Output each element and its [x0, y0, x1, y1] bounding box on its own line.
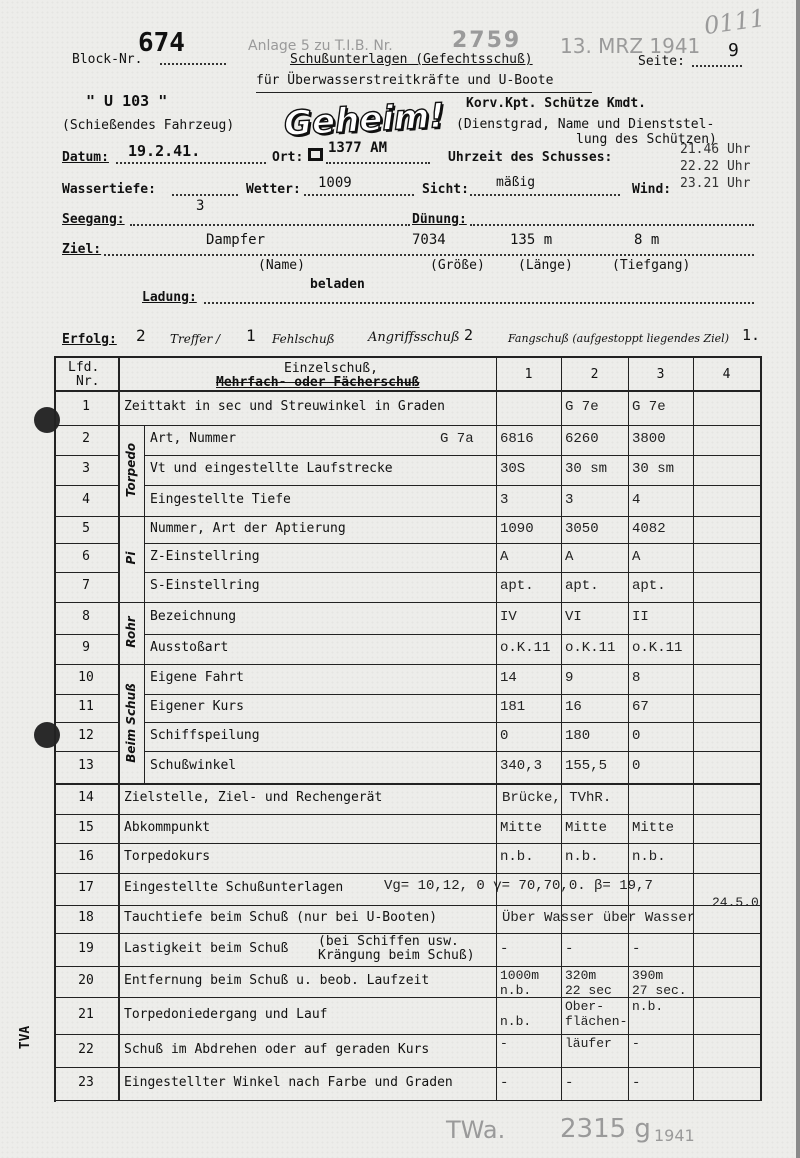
ziel-groesse: 7034 — [412, 232, 446, 248]
table-cell-wide: Brücke, TVhR. — [502, 789, 612, 806]
table-rule — [144, 722, 760, 723]
table-rule — [54, 572, 118, 573]
table-rule — [54, 873, 760, 874]
table-cell: 30S — [500, 461, 526, 477]
table-cell: - — [500, 1074, 509, 1091]
table-cell: 1000m — [500, 968, 540, 983]
table-rule — [54, 997, 118, 998]
table-rule — [54, 843, 118, 844]
angriff-label: Angriffsschuß — [368, 330, 460, 345]
table-rule — [54, 543, 118, 544]
caption-groesse: (Größe) — [430, 258, 485, 273]
row-label: Torpedoniedergang und Lauf — [124, 1006, 328, 1022]
table-rule — [144, 664, 760, 665]
corner-handwriting: 0111 — [702, 3, 767, 41]
row-number: 16 — [78, 849, 94, 864]
table-cell: 0 — [632, 727, 641, 744]
row-number: 2 — [82, 431, 90, 446]
table-cell: n.b. — [632, 849, 666, 865]
row-number: 9 — [82, 640, 90, 655]
caption-laenge: (Länge) — [518, 258, 573, 273]
table-rule — [54, 602, 118, 603]
table-cell: 340,3 — [500, 758, 543, 774]
stamp-date: 13. MRZ 1941 — [560, 34, 701, 58]
table-cell: apt. — [632, 578, 666, 594]
row-number: 7 — [82, 578, 90, 593]
block-label: Block-Nr. — [72, 52, 143, 67]
table-cell: 67 — [632, 699, 649, 715]
table-cell: 30 sm — [632, 461, 675, 477]
table-rule — [54, 1034, 118, 1035]
wassertiefe-label: Wassertiefe: — [62, 182, 156, 197]
ladung-value: beladen — [310, 277, 365, 292]
row-number: 6 — [82, 548, 90, 564]
wetter-label: Wetter: — [246, 182, 301, 197]
table-cell: G 7e — [632, 398, 666, 415]
fang-label: Fangschuß (aufgestoppt liegendes Ziel) — [508, 332, 729, 345]
table-cell: flächen- — [565, 1014, 628, 1029]
fehl-count: 1 — [246, 326, 256, 345]
datum-label: Datum: — [62, 150, 109, 165]
shooter-name: Korv.Kpt. Schütze Kmdt. — [466, 96, 647, 111]
table-rule — [54, 1067, 118, 1068]
shooter-caption-2: lung des Schützen) — [576, 132, 717, 147]
table-rule — [496, 356, 497, 1100]
seite-number: 9 — [728, 40, 739, 61]
table-cell: A — [632, 548, 641, 565]
row-label: Vt und eingestellte Laufstrecke — [150, 461, 393, 476]
table-rule — [144, 572, 760, 573]
table-cell: o.K.11 — [565, 640, 616, 656]
sicht-value: mäßig — [496, 175, 536, 190]
row-label: Eingestellte Tiefe — [150, 491, 291, 507]
row-label: Lastigkeit beim Schuß — [124, 940, 289, 956]
header-lfd: Lfd. — [68, 360, 100, 375]
table-cell: 320m — [565, 968, 597, 983]
side-mark: TVA — [18, 1025, 34, 1050]
header-mehrfach: Mehrfach- oder Fächerschuß — [216, 375, 420, 390]
table-cell: 30 sm — [565, 461, 608, 477]
treffer-label: Treffer / — [170, 332, 221, 346]
group-label-torpedo: Torpedo — [124, 442, 138, 497]
table-rule — [54, 455, 118, 456]
table-rule — [54, 425, 118, 426]
table-rule — [144, 694, 760, 695]
column-header-4: 4 — [722, 367, 731, 382]
row-number: 1 — [82, 398, 90, 414]
table-cell: 3 — [565, 491, 574, 508]
table-rule — [628, 356, 629, 1100]
table-cell: VI — [565, 609, 582, 625]
row-number: 14 — [78, 789, 94, 805]
table-rule — [54, 905, 760, 906]
erfolg-label: Erfolg: — [62, 332, 117, 347]
row-number: 3 — [82, 461, 90, 476]
angriff-count: 2 — [464, 326, 474, 344]
caption-tiefgang: (Tiefgang) — [612, 258, 691, 273]
sicht-label: Sicht: — [422, 182, 469, 197]
table-rule — [54, 905, 118, 906]
table-rule — [54, 966, 760, 967]
fehl-label: Fehlschuß — [272, 332, 335, 346]
table-cell: - — [500, 940, 509, 957]
table-cell: - — [632, 1074, 641, 1091]
twa-year: 1941 — [654, 1126, 695, 1145]
header-nr: Nr. — [76, 374, 100, 389]
table-cell: 0 — [500, 727, 509, 744]
row-number: 22 — [78, 1041, 94, 1057]
table-cell: 181 — [500, 699, 526, 715]
table-rule — [54, 722, 118, 723]
ziel-tiefgang: 8 m — [634, 232, 660, 248]
row-label: Zielstelle, Ziel- und Rechengerät — [124, 789, 383, 805]
twa-stamp: TWa. — [446, 1116, 506, 1144]
row-number: 15 — [78, 819, 94, 835]
row-label: Torpedokurs — [124, 849, 211, 864]
table-cell: 14 — [500, 670, 517, 686]
table-rule — [118, 664, 144, 665]
table-rule — [54, 1034, 760, 1035]
block-number: 674 — [138, 28, 185, 58]
geheim-stamp: Geheim! — [283, 95, 446, 145]
row-label: Schußwinkel — [150, 758, 237, 773]
treffer-count: 2 — [136, 326, 146, 345]
wetter-value: 1009 — [318, 175, 352, 191]
table-cell: o.K.11 — [632, 640, 683, 656]
table-rule — [54, 843, 760, 844]
table-cell: 16 — [565, 699, 582, 715]
table-cell: Mitte — [500, 819, 543, 836]
table-cell: 4 — [632, 491, 641, 508]
table-cell: 3 — [500, 491, 509, 508]
table-rule — [54, 664, 118, 665]
row-number: 18 — [78, 910, 94, 925]
fang-count: 1. — [742, 326, 761, 344]
table-rule — [54, 485, 118, 486]
row-number: 10 — [78, 670, 94, 685]
row-label: Schiffspeilung — [150, 727, 260, 743]
table-cell: n.b. — [500, 1014, 532, 1029]
table-cell: A — [500, 548, 509, 565]
group-label-pi: Pi — [124, 551, 138, 565]
table-rule — [144, 455, 760, 456]
table-cell: - — [565, 1074, 574, 1091]
table-cell: 4082 — [632, 520, 666, 537]
row-label: Eigene Fahrt — [150, 670, 244, 685]
table-cell: apt. — [500, 578, 534, 594]
row-label-note: (bei Schiffen usw. — [318, 934, 459, 949]
row-number: 8 — [82, 609, 90, 624]
table-rule — [561, 356, 562, 1100]
ladung-label: Ladung: — [142, 290, 197, 305]
table-cell: 390m — [632, 968, 664, 983]
table-cell: A — [565, 548, 574, 565]
row-number: 4 — [82, 491, 90, 507]
table-cell: - — [500, 1036, 508, 1051]
table-rule — [54, 634, 118, 635]
row-number: 13 — [78, 758, 94, 773]
row-label: Art, Nummer — [150, 431, 237, 446]
table-rule — [54, 814, 760, 815]
table-cell: 9 — [565, 670, 574, 686]
table-cell: 1090 — [500, 520, 534, 537]
row-number: 19 — [78, 940, 94, 956]
table-rule — [144, 634, 760, 635]
table-cell: 0 — [632, 758, 641, 774]
wind-label: Wind: — [632, 182, 672, 197]
table-rule — [144, 751, 760, 752]
column-header-1: 1 — [524, 367, 533, 382]
table-cell-wide: Über Wasser über Wasser — [502, 910, 696, 926]
table-cell: n.b. — [500, 983, 532, 998]
table-cell: 22 sec — [565, 983, 612, 998]
form-title: Schußunterlagen (Gefechtsschuß) — [290, 52, 533, 67]
row-label: Eigener Kurs — [150, 699, 244, 714]
table-cell: 27 sec. — [632, 983, 687, 998]
caption-name: (Name) — [258, 258, 305, 273]
table-cell: G 7e — [565, 398, 599, 415]
row-label: Schuß im Abdrehen oder auf geraden Kurs — [124, 1041, 430, 1057]
row-label: Entfernung beim Schuß u. beob. Laufzeit — [124, 972, 430, 988]
row-extra: 24.5.0 — [712, 895, 759, 910]
row-extra: G 7a — [440, 431, 474, 447]
group-label-beim: Beim Schuß — [124, 682, 138, 763]
table-cell: apt. — [565, 578, 599, 594]
table-rule — [144, 602, 760, 603]
row-label: Eingestellter Winkel nach Farbe und Graden — [124, 1074, 453, 1090]
table-rule — [118, 425, 144, 426]
table-cell: Ober- — [565, 999, 605, 1014]
table-rule — [54, 751, 118, 752]
column-header-3: 3 — [656, 367, 665, 382]
group-label-rohr: Rohr — [124, 616, 138, 648]
table-rule — [54, 356, 760, 358]
table-rule — [118, 356, 120, 1100]
table-cell: Mitte — [565, 819, 608, 836]
ziel-label: Ziel: — [62, 242, 102, 257]
table-cell: 6260 — [565, 431, 599, 447]
ziel-name: Dampfer — [206, 232, 266, 248]
table-cell: Mitte — [632, 819, 675, 836]
table-cell: n.b. — [632, 999, 664, 1014]
anlage-stamp: Anlage 5 zu T.I.B. Nr. — [248, 38, 393, 54]
table-cell: 3050 — [565, 520, 599, 537]
row-number: 5 — [82, 520, 90, 536]
duenung-label: Dünung: — [412, 212, 467, 227]
table-rule — [54, 1100, 762, 1101]
stamp-number: 2759 — [452, 28, 522, 53]
row-label: Abkommpunkt — [124, 819, 211, 835]
row-label: Bezeichnung — [150, 609, 237, 624]
row-label: S-Einstellring — [150, 578, 260, 593]
table-cell: - — [632, 940, 641, 957]
table-cell: läufer — [565, 1036, 612, 1051]
table-cell: 6816 — [500, 431, 534, 447]
shooter-caption: (Dienstgrad, Name und Dienststel- — [456, 117, 715, 132]
table-rule — [54, 966, 118, 967]
square-grid-icon — [308, 148, 323, 161]
table-cell: IV — [500, 609, 517, 625]
uhrzeit-1: 21.46 Uhr — [680, 142, 751, 157]
table-cell: 8 — [632, 670, 641, 686]
table-rule — [144, 425, 760, 426]
table-rule — [54, 1067, 760, 1068]
row-label: Tauchtiefe beim Schuß (nur bei U-Booten) — [124, 910, 438, 925]
table-cell: o.K.11 — [500, 640, 551, 656]
ziel-laenge: 135 m — [510, 232, 553, 248]
table-cell: - — [632, 1036, 640, 1051]
row-number: 17 — [78, 880, 94, 895]
seegang-value: 3 — [196, 198, 205, 214]
row-number: 11 — [78, 699, 94, 714]
table-cell: II — [632, 609, 649, 625]
table-cell: n.b. — [565, 849, 599, 865]
form-subtitle: für Überwasserstreitkräfte und U-Boote — [256, 73, 554, 88]
seite-label: Seite: — [638, 54, 685, 69]
row-label: Zeittakt in sec und Streuwinkel in Graden — [124, 398, 445, 414]
table-cell: 155,5 — [565, 758, 608, 774]
row-label: Z-Einstellring — [150, 548, 260, 564]
vessel-name: " U 103 " — [86, 92, 168, 110]
table-rule — [144, 543, 760, 544]
row-number: 12 — [78, 727, 94, 743]
table-rule — [760, 356, 762, 1100]
table-rule — [54, 694, 118, 695]
vessel-caption: (Schießendes Fahrzeug) — [62, 118, 235, 133]
table-rule — [54, 390, 760, 392]
uhrzeit-3: 23.21 Uhr — [680, 176, 751, 191]
table-rule — [54, 814, 118, 815]
row-label: Ausstoßart — [150, 640, 229, 655]
table-rule — [54, 933, 118, 934]
row-number: 21 — [78, 1006, 94, 1022]
twa-number: 2315 g — [560, 1114, 651, 1144]
ort-label: Ort: — [272, 150, 304, 165]
header-einzel: Einzelschuß, — [284, 361, 378, 376]
row-number: 20 — [78, 972, 94, 988]
table-cell: 3800 — [632, 431, 666, 447]
uhrzeit-label: Uhrzeit des Schusses: — [448, 150, 613, 165]
table-cell: 180 — [565, 727, 591, 744]
row-label: Nummer, Art der Aptierung — [150, 520, 346, 536]
table-rule — [144, 485, 760, 486]
table-cell: n.b. — [500, 849, 534, 865]
table-rule — [118, 516, 144, 517]
row-label: Eingestellte Schußunterlagen — [124, 880, 344, 895]
uhrzeit-2: 22.22 Uhr — [680, 159, 751, 174]
table-cell: - — [565, 940, 574, 957]
row-number: 23 — [78, 1074, 94, 1090]
table-rule — [54, 783, 760, 785]
table-rule — [693, 356, 694, 1100]
row-label-note: Krängung beim Schuß) — [318, 948, 475, 963]
seegang-label: Seegang: — [62, 212, 125, 227]
ort-value: 1377 AM — [328, 140, 388, 156]
table-rule — [144, 516, 760, 517]
table-cell-wide: Vg= 10,12, 0 γ= 70,70,0. β= 19,7 — [384, 878, 653, 894]
column-header-2: 2 — [590, 367, 599, 382]
table-rule — [54, 516, 118, 517]
datum-value: 19.2.41. — [128, 142, 201, 160]
table-rule — [144, 425, 145, 783]
table-rule — [54, 873, 118, 874]
